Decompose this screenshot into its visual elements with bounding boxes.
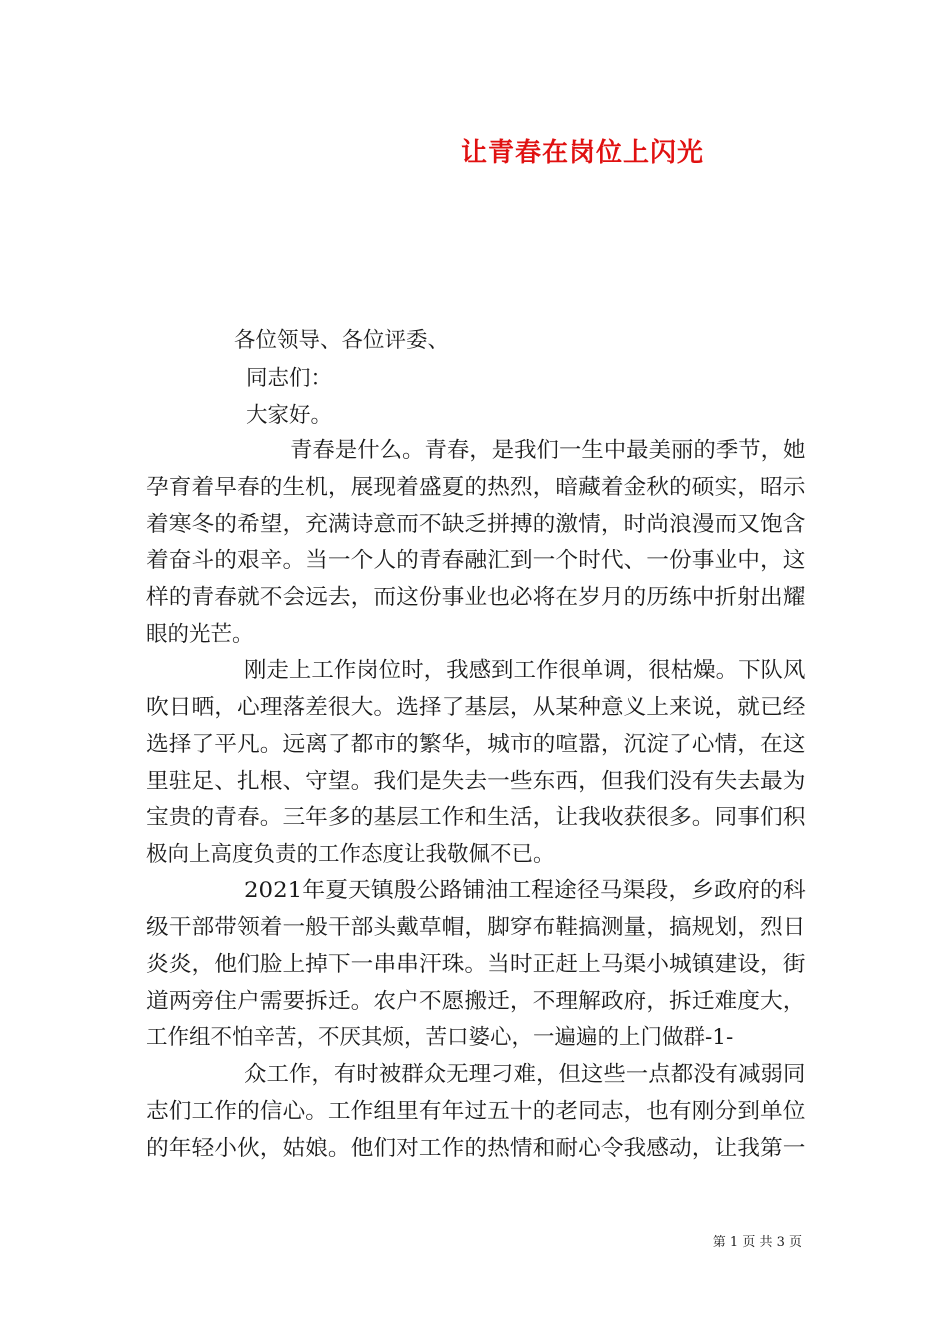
paragraph-4-line-3: 的年轻小伙，姑娘。他们对工作的热情和耐心令我感动，让我第一 bbox=[146, 1136, 806, 1161]
page-footer: 第 1 页 共 3 页 bbox=[712, 1235, 802, 1250]
salutation-line-2: 同志们： bbox=[246, 366, 333, 391]
paragraph-1-line-6: 眼的光芒。 bbox=[146, 622, 254, 647]
paragraph-1-line-3: 着寒冬的希望，充满诗意而不缺乏拼搏的激情，时尚浪漫而又饱含 bbox=[146, 512, 806, 537]
paragraph-2-line-6: 极向上高度负责的工作态度让我敬佩不已。 bbox=[146, 842, 555, 867]
paragraph-3-line-5: 工作组不怕辛苦，不厌其烦，苦口婆心，一遍遍的上门做群-1- bbox=[146, 1025, 734, 1050]
paragraph-3-line-1: 2021年夏天镇殷公路铺油工程途径马渠段，乡政府的科 bbox=[244, 878, 806, 903]
paragraph-2-line-3: 选择了平凡。远离了都市的繁华，城市的喧嚣，沉淀了心情，在这 bbox=[146, 732, 806, 757]
paragraph-2-line-5: 宝贵的青春。三年多的基层工作和生活，让我收获很多。同事们积 bbox=[146, 805, 806, 830]
paragraph-4-line-1: 众工作，有时被群众无理刁难，但这些一点都没有减弱同 bbox=[244, 1062, 806, 1087]
paragraph-3-line-4: 道两旁住户需要拆迁。农户不愿搬迁，不理解政府，拆迁难度大， bbox=[146, 989, 806, 1014]
paragraph-2-line-1: 刚走上工作岗位时，我感到工作很单调，很枯燥。下队风 bbox=[244, 658, 806, 683]
paragraph-1-line-1: 青春是什么。青春，是我们一生中最美丽的季节，她 bbox=[290, 438, 806, 463]
paragraph-1-line-5: 样的青春就不会远去，而这份事业也必将在岁月的历练中折射出耀 bbox=[146, 585, 806, 610]
paragraph-2-line-4: 里驻足、扎根、守望。我们是失去一些东西，但我们没有失去最为 bbox=[146, 769, 806, 794]
salutation-line-1: 各位领导、各位评委、 bbox=[234, 328, 450, 353]
salutation-line-3: 大家好。 bbox=[246, 403, 333, 428]
paragraph-1-line-4: 着奋斗的艰辛。当一个人的青春融汇到一个时代、一份事业中，这 bbox=[146, 548, 806, 573]
paragraph-4-line-2: 志们工作的信心。工作组里有年过五十的老同志，也有刚分到单位 bbox=[146, 1099, 806, 1124]
page-title: 让青春在岗位上闪光 bbox=[460, 138, 704, 168]
paragraph-3-line-3: 炎炎，他们脸上掉下一串串汗珠。当时正赶上马渠小城镇建设，街 bbox=[146, 952, 806, 977]
paragraph-2-line-2: 吹日晒，心理落差很大。选择了基层，从某种意义上来说，就已经 bbox=[146, 695, 806, 720]
paragraph-1-line-2: 孕育着早春的生机，展现着盛夏的热烈，暗藏着金秋的硕实，昭示 bbox=[146, 475, 806, 500]
paragraph-3-line-2: 级干部带领着一般干部头戴草帽，脚穿布鞋搞测量，搞规划，烈日 bbox=[146, 915, 806, 940]
